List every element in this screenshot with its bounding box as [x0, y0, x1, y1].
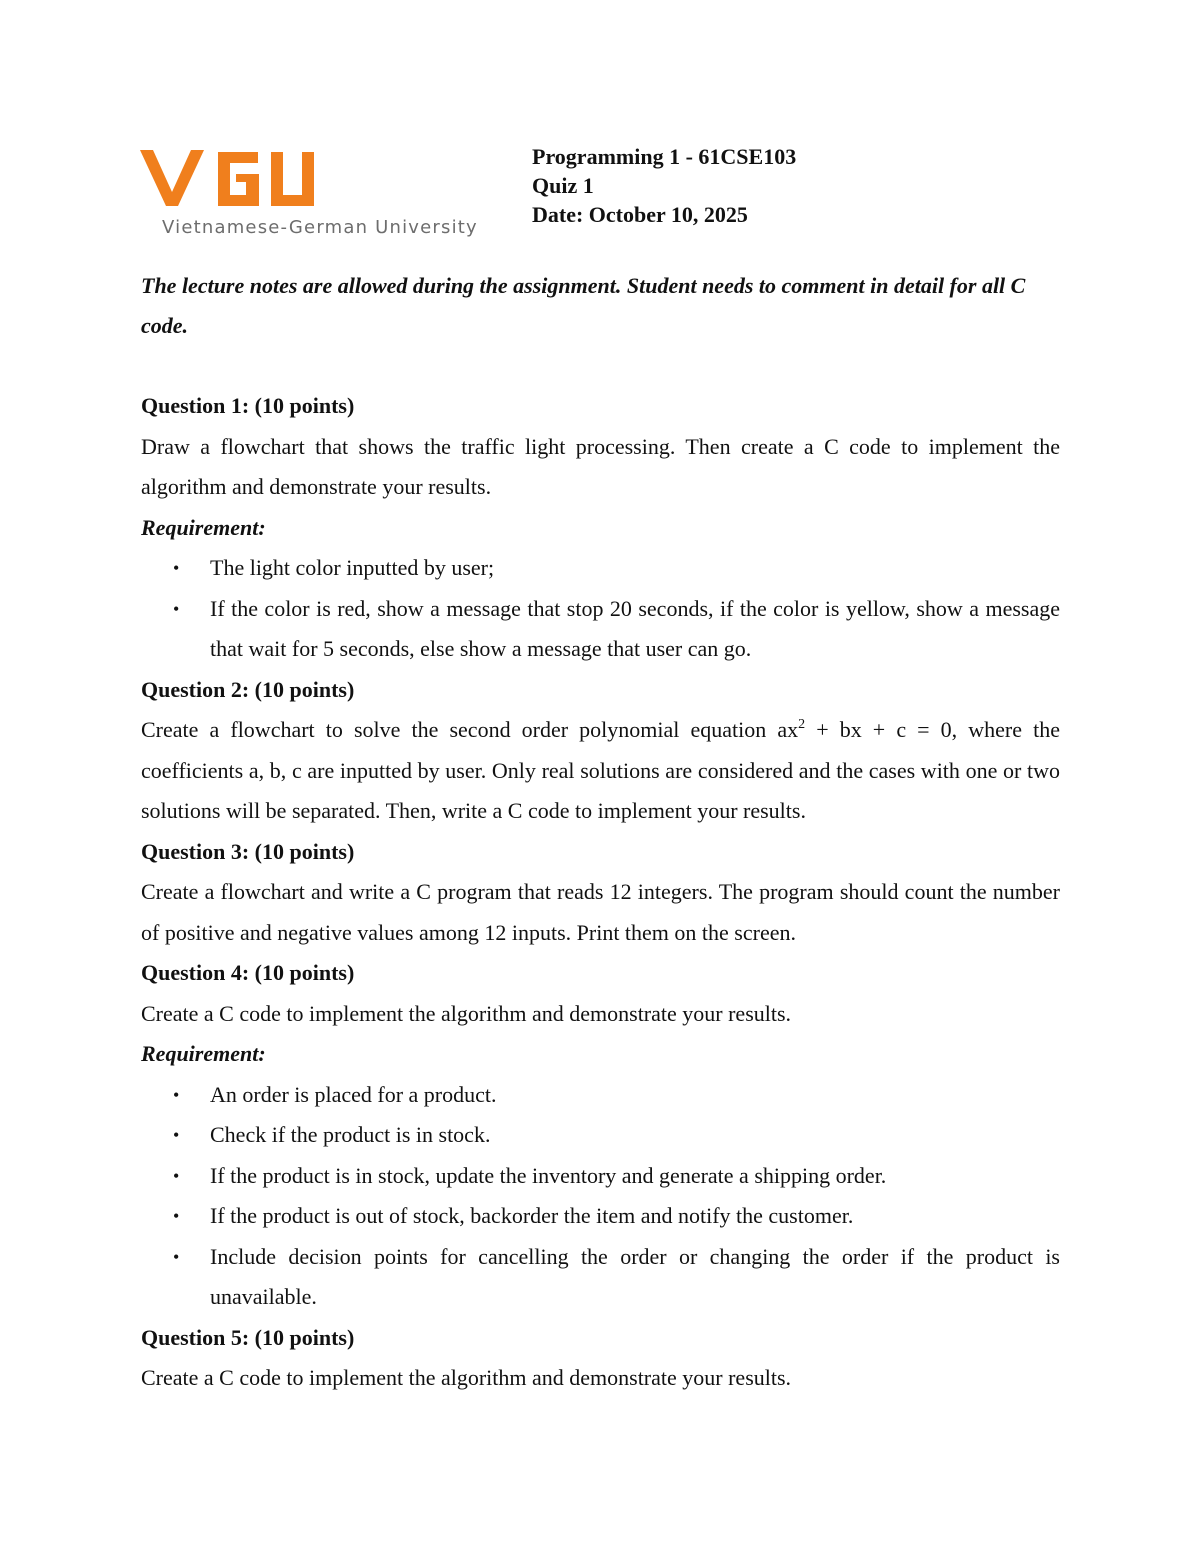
- bullet-icon: •: [173, 1084, 180, 1105]
- list-item-text: An order is placed for a product.: [210, 1081, 497, 1107]
- bullet-icon: •: [173, 598, 180, 619]
- question-1-text: Draw a flowchart that shows the traffic light processing. Then create a C code to implement the algorithm and demonstrate your results.: [141, 433, 1060, 499]
- question-5-title: Question 5: (10 points): [141, 1324, 355, 1350]
- list-item-text: Include decision points for cancelling the order or changing the order if the product is unavailable.: [210, 1243, 1060, 1309]
- quiz-title: Quiz 1: [532, 173, 594, 198]
- list-item: [141, 1196, 1060, 1237]
- course-info: [532, 142, 796, 229]
- list-item: [141, 548, 1060, 589]
- question-2-title: Question 2: (10 points): [141, 676, 355, 702]
- logo-tagline: Vietnamese-German University: [162, 217, 478, 238]
- question-4-text: Create a C code to implement the algorithm and demonstrate your results.: [141, 1000, 792, 1026]
- list-item: [141, 1115, 1060, 1156]
- list-item: [141, 1237, 1060, 1318]
- list-item: [141, 589, 1060, 670]
- bullet-icon: •: [173, 1206, 180, 1226]
- quiz-date: Date: October 10, 2025: [532, 202, 748, 227]
- question-4-requirements: [141, 1075, 1060, 1318]
- question-2-text: [141, 710, 1060, 832]
- instructions: The lecture notes are allowed during the assignment. Student needs to comment in detail for all C code.: [141, 273, 1026, 338]
- list-item: [141, 1156, 1060, 1197]
- list-item-text: If the product is out of stock, backorder the item and notify the customer.: [210, 1203, 854, 1228]
- list-item: [141, 1075, 1060, 1116]
- question-1-requirement-label: Requirement:: [141, 514, 266, 540]
- list-item-text: Check if the product is in stock.: [210, 1122, 491, 1147]
- course-title: Programming 1 - 61CSE103: [532, 144, 797, 169]
- question-3-text: Create a flowchart and write a C program that reads 12 integers. The program should count the number of positive and negative values among 12 inputs. Print them on the screen.: [141, 879, 1060, 945]
- questions: [141, 386, 1060, 1399]
- bullet-icon: •: [173, 1125, 180, 1145]
- question-4-title: Question 4: (10 points): [141, 960, 355, 985]
- list-item-text: If the color is red, show a message that stop 20 seconds, if the color is yellow, show a message that wait for 5 seconds, else show a message that user can go.: [210, 595, 1060, 661]
- list-item-text: If the product is in stock, update the inventory and generate a shipping order.: [210, 1162, 887, 1188]
- question-2-text-start: Create a flowchart to solve the second order polynomial equation ax: [141, 717, 799, 742]
- exponent: 2: [798, 717, 806, 732]
- list-item-text: The light color inputted by user;: [210, 555, 495, 580]
- question-5-text: Create a C code to implement the algorithm and demonstrate your results.: [141, 1365, 792, 1390]
- question-1-title: Question 1: (10 points): [141, 393, 355, 418]
- question-1-requirements: [141, 548, 1060, 670]
- question-2-text-end: + bx + c = 0, where the coefficients a, b, c are inputted by user. Only real solutions are considered and the cases with one or two solutions will be separated. Then, write a C code to implement your results.: [141, 717, 1060, 823]
- bullet-icon: •: [173, 558, 180, 578]
- bullet-icon: •: [173, 1246, 180, 1267]
- bullet-icon: •: [173, 1165, 180, 1186]
- question-3-title: Question 3: (10 points): [141, 838, 355, 864]
- question-4-requirement-label: Requirement:: [141, 1041, 266, 1066]
